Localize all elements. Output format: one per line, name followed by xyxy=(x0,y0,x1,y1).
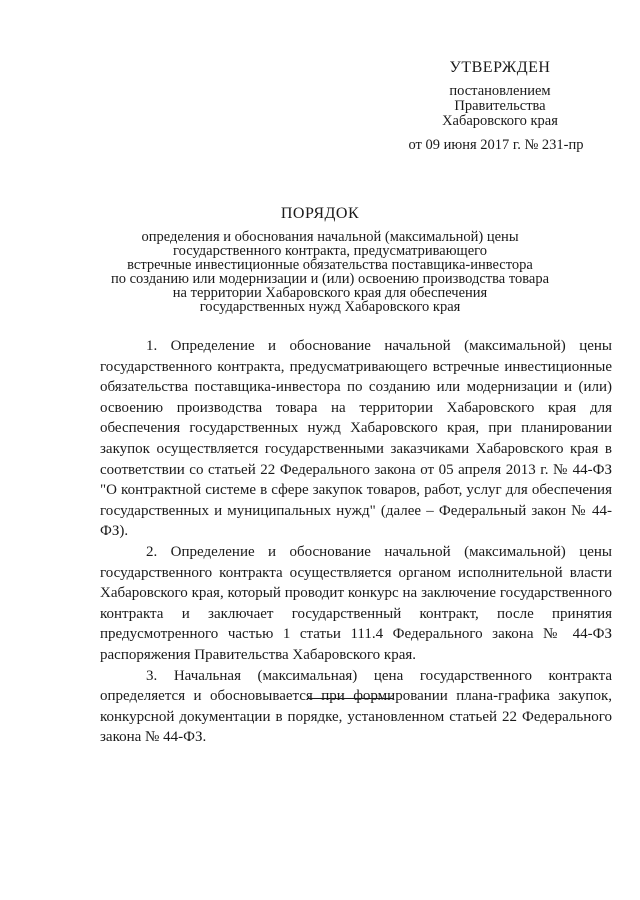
approval-date-number: от 09 июня 2017 г. № 231-пр xyxy=(408,137,584,153)
end-divider-line xyxy=(307,698,393,699)
document-body xyxy=(100,336,612,748)
paragraph-3: 3. Начальная (максимальная) цена государственного контракта определяется и обосновывается при формировании плана-графика закупок, конкурсной документации в порядке, установленном статьей 22 Федерального закона № 44-ФЗ. xyxy=(100,667,612,746)
paragraph-1: 1. Определение и обоснование начальной (максимальной) цены государственного контракта, предусматривающего встречные инвестиционные обязательства поставщика-инвестора по созданию или модернизации и (или) освоению производства товара на территории Хабаровского края для обеспечения государственных нужд Хабаровского края, при планировании закупок осуществляется государственными заказчиками Хабаровского края в соответствии со статьей 22 Федерального закона от 05 апреля 2013 г. № 44-ФЗ "О контрактной системе в сфере закупок товаров, работ, услуг для обеспечения государственных и муниципальных нужд" (далее – Федеральный закон № 44-ФЗ). xyxy=(100,338,612,540)
subtitle-line: по созданию или модернизации и (или) освоению производства товара xyxy=(110,271,550,287)
subtitle-line: определения и обоснования начальной (максимальной) цены xyxy=(141,229,519,245)
document-title: ПОРЯДОК xyxy=(280,205,360,222)
subtitle-line: встречные инвестиционные обязательства поставщика-инвестора xyxy=(127,257,533,273)
approval-line: Правительства xyxy=(454,98,546,114)
paragraph-2: 2. Определение и обоснование начальной (максимальной) цены государственного контракта осуществляется органом исполнительной власти Хабаровского края, который проводит конкурс на заключение государственного контракта и заключает государственный контракт, после принятия предусмотренного частью 1 статьи 111.4 Федерального закона № 44-ФЗ распоряжения Правительства Хабаровского края. xyxy=(100,543,612,663)
subtitle-line: государственного контракта, предусматривающего xyxy=(173,243,487,259)
approval-line: Хабаровского края xyxy=(442,113,558,129)
subtitle-line: на территории Хабаровского края для обеспечения xyxy=(172,285,488,301)
document-subtitle xyxy=(100,230,560,314)
approval-heading: УТВЕРЖДЕН xyxy=(449,59,551,76)
subtitle-line: государственных нужд Хабаровского края xyxy=(199,299,461,315)
approval-stamp xyxy=(380,58,620,153)
approval-line: постановлением xyxy=(449,83,551,99)
